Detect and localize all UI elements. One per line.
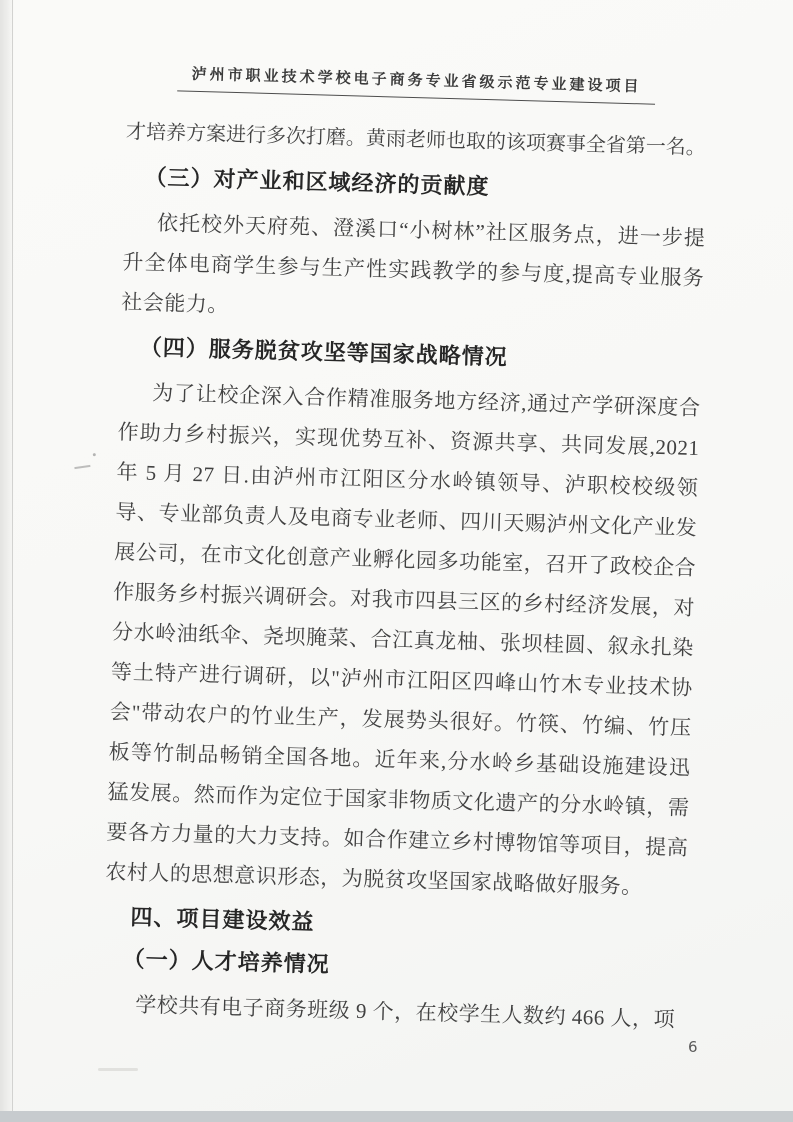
para-section-3: 依托校外天府苑、澄溪口“小树林”社区服务点，进一步提升全体电商学生参与生产性实践教学的参与度,提高专业服务社会能力。 — [120, 210, 706, 317]
page-number: 6 — [688, 1038, 698, 1056]
running-header: 泸州市职业技术学校电子商务专业省级示范专业建设项目 — [177, 63, 656, 104]
heading-section-1: （一）人才培养情况 — [122, 947, 331, 978]
heading-section-4: （四）服务脱贫攻坚等国家战略情况 — [139, 335, 509, 371]
page-left-edge-line — [12, 0, 13, 1122]
scan-artifact-mark — [74, 459, 91, 469]
para-section-1: 学校共有电子商务班级 9 个，在校学生人数约 466 人，项 — [134, 992, 676, 1032]
page-content — [101, 62, 710, 1040]
heading-chapter-4: 四、项目建设效益 — [130, 905, 315, 936]
page-bottom-edge — [0, 1111, 793, 1122]
para-continued: 才培养方案进行多次打磨。黄雨老师也取的该项赛事全省第一名。 — [125, 120, 707, 160]
para-section-4: 为了让校企深入合作精准服务地方经济,通过产学研深度合作助力乡村振兴，实现优势互补、资源共享、共同发展,2021 年 5 月 27 日.由泸州市江阳区分水岭镇领导、泸职校校级领导、专业部负责人及电商专业老师、四川天赐泸州文化产业发展公司，在市文化创意产业孵化园多功能室，召开了政校企合作服务乡村振兴调研会。对我市四县三区的乡村经济发展，对分水岭油纸伞、尧坝腌菜、合江真龙柚、张坝桂圆、叙永扎染等土特产进行调研，以"泸州市江阳区四峰山竹木专业技术协会"带动农户的竹业生产，发展势头很好。竹筷、竹编、竹压板等竹制品畅销全国各地。近年来,分水岭乡基础设施建设迅猛发展。然而作为定位于国家非物质文化遗产的分水岭镇，需要各方力量的大力支持。如合作建立乡村博物馆等项目，提高农村人的思想意识形态，为脱贫攻坚国家战略做好服务。 — [105, 380, 701, 899]
heading-section-3: （三）对产业和区域经济的贡献度 — [144, 165, 490, 201]
scan-artifact-smudge — [98, 1068, 138, 1071]
document-body — [101, 112, 708, 1040]
